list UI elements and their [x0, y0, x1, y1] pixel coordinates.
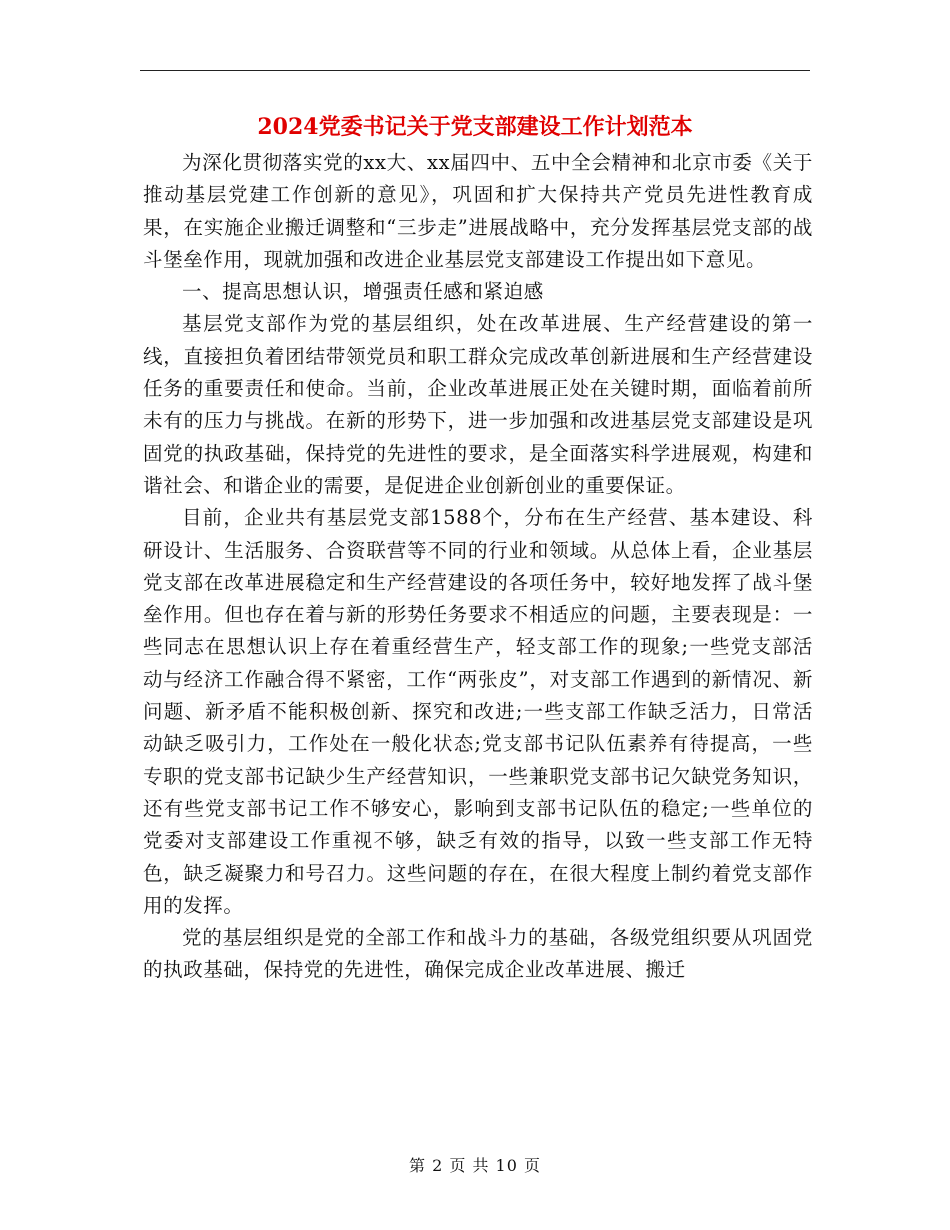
paragraph-intro: 为深化贯彻落实党的xx大、xx届四中、五中全会精神和北京市委《关于推动基层党建工作创新的意见》，巩固和扩大保持共产党员先进性教育成果，在实施企业搬迁调整和“三步走”进展战略中，充分发挥基层党支部的战斗堡垒作用，现就加强和改进企业基层党支部建设工作提出如下意见。 [143, 151, 813, 271]
paragraph-role: 基层党支部作为党的基层组织，处在改革进展、生产经营建设的第一线，直接担负着团结带领党员和职工群众完成改革创新进展和生产经营建设任务的重要责任和使命。当前，企业改革进展正处在关键时期，面临着前所未有的压力与挑战。在新的形势下，进一步加强和改进基层党支部建设是巩固党的执政基础，保持党的先进性的要求，是全面落实科学进展观，构建和谐社会、和谐企业的需要，是促进企业创新创业的重要保证。 [143, 312, 813, 497]
page-number: 第 2 页 共 10 页 [409, 1156, 541, 1175]
section-heading-1: 一、提高思想认识，增强责任感和紧迫感 [182, 280, 544, 304]
paragraph-status: 目前，企业共有基层党支部1588个，分布在生产经营、基本建设、科研设计、生活服务、合资联营等不同的行业和领域。从总体上看，企业基层党支部在改革进展稳定和生产经营建设的各项任务中，较好地发挥了战斗堡垒作用。但也存在着与新的形势任务要求不相适应的问题，主要表现是：一些同志在思想认识上存在着重经营生产，轻支部工作的现象;一些党支部活动与经济工作融合得不紧密，工作“两张皮”，对支部工作遇到的新情况、新问题、新矛盾不能积极创新、探究和改进;一些支部工作缺乏活力，日常活动缺乏吸引力，工作处在一般化状态;党支部书记队伍素养有待提高，一些专职的党支部书记缺少生产经营知识，一些兼职党支部书记欠缺党务知识，还有些党支部书记工作不够安心，影响到支部书记队伍的稳定;一些单位的党委对支部建设工作重视不够，缺乏有效的指导，以致一些支部工作无特色，缺乏凝聚力和号召力。这些问题的存在，在很大程度上制约着党支部作用的发挥。 [143, 506, 813, 917]
document-body [143, 147, 813, 987]
header-rule [140, 70, 810, 71]
paragraph-foundation: 党的基层组织是党的全部工作和战斗力的基础，各级党组织要从巩固党的执政基础，保持党的先进性，确保完成企业改革进展、搬迁 [143, 926, 813, 982]
document-title: 2024党委书记关于党支部建设工作计划范本 [257, 114, 693, 140]
